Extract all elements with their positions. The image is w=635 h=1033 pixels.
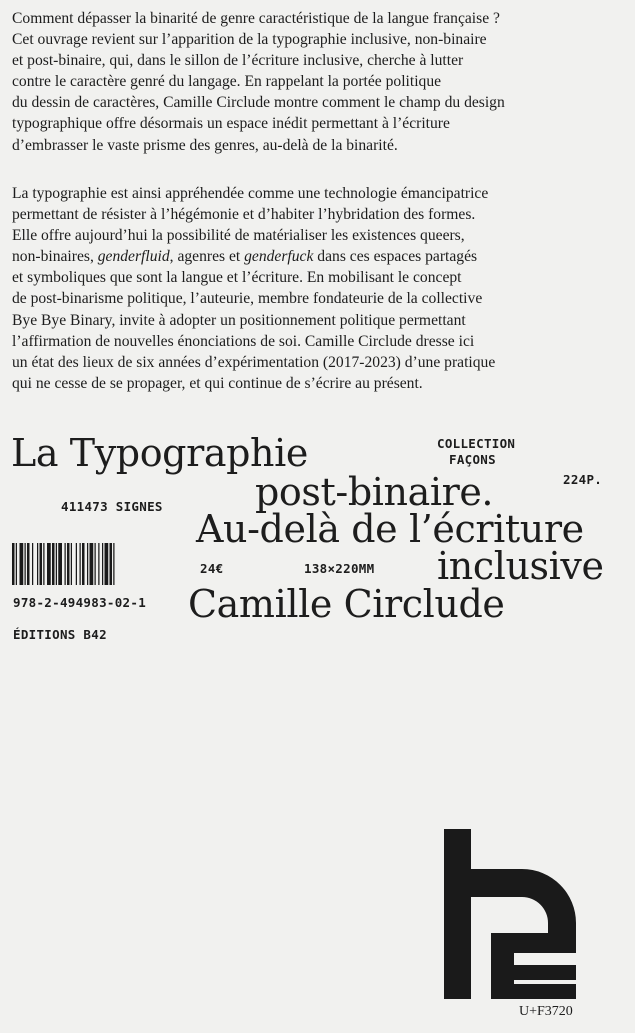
text-segment: , agenres et: [169, 248, 245, 266]
italic-term: genderfluid: [97, 248, 170, 266]
barcode-bar: [105, 543, 109, 585]
barcode-bar: [67, 543, 70, 585]
barcode-bar: [90, 543, 94, 585]
price: 24€: [200, 561, 224, 576]
barcode-icon: [12, 543, 187, 585]
book-title-line-1: La Typographie: [11, 431, 308, 475]
barcode-bar: [20, 543, 24, 585]
text-segment: non-binaires,: [12, 248, 98, 266]
barcode-bar: [87, 543, 88, 585]
text-line: d’embrasser le vaste prisme des genres, au-delà de la binarité.: [12, 136, 398, 154]
text-line: qui ne cesse de se propager, et qui continue de s’écrire au présent.: [12, 374, 423, 392]
unicode-codepoint-label: U+F3720: [519, 1004, 573, 1019]
barcode-bar: [102, 543, 103, 585]
sign-count: 411473 SIGNES: [61, 499, 163, 514]
text-line: Bye Bye Binary, invite à adopter un positionnement politique permettant: [12, 311, 466, 329]
text-line: La typographie est ainsi appréhendée comme une technologie émancipatrice: [12, 185, 489, 202]
text-line: contre le caractère genré du langage. En rappelant la portée politique: [12, 73, 442, 91]
post-binary-glyph-icon: [444, 829, 576, 999]
italic-term: genderfuck: [244, 248, 314, 266]
barcode-bar: [43, 543, 44, 585]
text-line: l’affirmation de nouvelles énonciations de soi. Camille Circlude dresse ici: [12, 332, 475, 350]
text-line: Cet ouvrage revient sur l’apparition de la typographie inclusive, non-binaire: [12, 31, 487, 49]
barcode-bar: [95, 543, 96, 585]
book-format: 138×220MM: [304, 561, 375, 576]
barcode-bar: [82, 543, 85, 585]
barcode-bar: [98, 543, 99, 585]
text-line: un état des lieux de six années d’expérimentation (2017-2023) d’une pratique: [12, 353, 496, 371]
barcode-bar: [110, 543, 113, 585]
barcode-bar: [25, 543, 26, 585]
text-line: typographique offre désormais un espace inédit permettant à l’écriture: [12, 115, 450, 133]
text-line: Elle offre aujourd’hui la possibilité de matérialiser les existences queers,: [12, 227, 465, 245]
barcode-bar: [32, 543, 33, 585]
text-line: Comment dépasser la binarité de genre caractéristique de la langue française ?: [12, 10, 500, 27]
barcode-bar: [58, 543, 62, 585]
text-line: permettant de résister à l’hégémonie et d’habiter l’hybridation des formes.: [12, 206, 476, 224]
barcode-bar: [16, 543, 17, 585]
book-title-line-2: post-binaire.: [255, 470, 494, 514]
text-line: du dessin de caractères, Camille Circlude montre comment le champ du design: [12, 94, 505, 112]
barcode-bar: [40, 543, 43, 585]
collection-label: [437, 436, 515, 468]
collection-line-2: FAÇONS: [449, 452, 496, 467]
barcode-bar: [80, 543, 81, 585]
barcode-bar: [76, 543, 77, 585]
text-line: [12, 246, 624, 267]
barcode-bar: [65, 543, 66, 585]
text-line: de post-binarisme politique, l’auteurie, membre fondateurie de la collective: [12, 290, 483, 308]
barcode-bar: [56, 543, 57, 585]
text-line: et post-binaire, qui, dans le sillon de l’écriture inclusive, cherche à lutter: [12, 52, 464, 70]
text-line: et symboliques que sont la langue et l’écriture. En mobilisant le concept: [12, 269, 462, 287]
page-count: 224P.: [563, 472, 603, 487]
text-segment: dans ces espaces partagés: [313, 248, 478, 266]
barcode-bar: [27, 543, 30, 585]
author-name: Camille Circlude: [188, 582, 505, 626]
barcode-bar: [113, 543, 114, 585]
barcode-bar: [37, 543, 38, 585]
collection-line-1: COLLECTION: [437, 436, 516, 451]
book-subtitle-line-1: Au-delà de l’écriture: [196, 507, 584, 551]
barcode-bar: [71, 543, 72, 585]
barcode-bar: [52, 543, 55, 585]
barcode-bar: [47, 543, 51, 585]
description-paragraph-1: [12, 8, 624, 156]
book-subtitle-line-2: inclusive: [437, 544, 604, 588]
publisher: ÉDITIONS B42: [13, 627, 107, 642]
description-paragraph-2: [12, 183, 624, 394]
isbn: 978-2-494983-02-1: [13, 595, 147, 610]
barcode-bar: [12, 543, 15, 585]
